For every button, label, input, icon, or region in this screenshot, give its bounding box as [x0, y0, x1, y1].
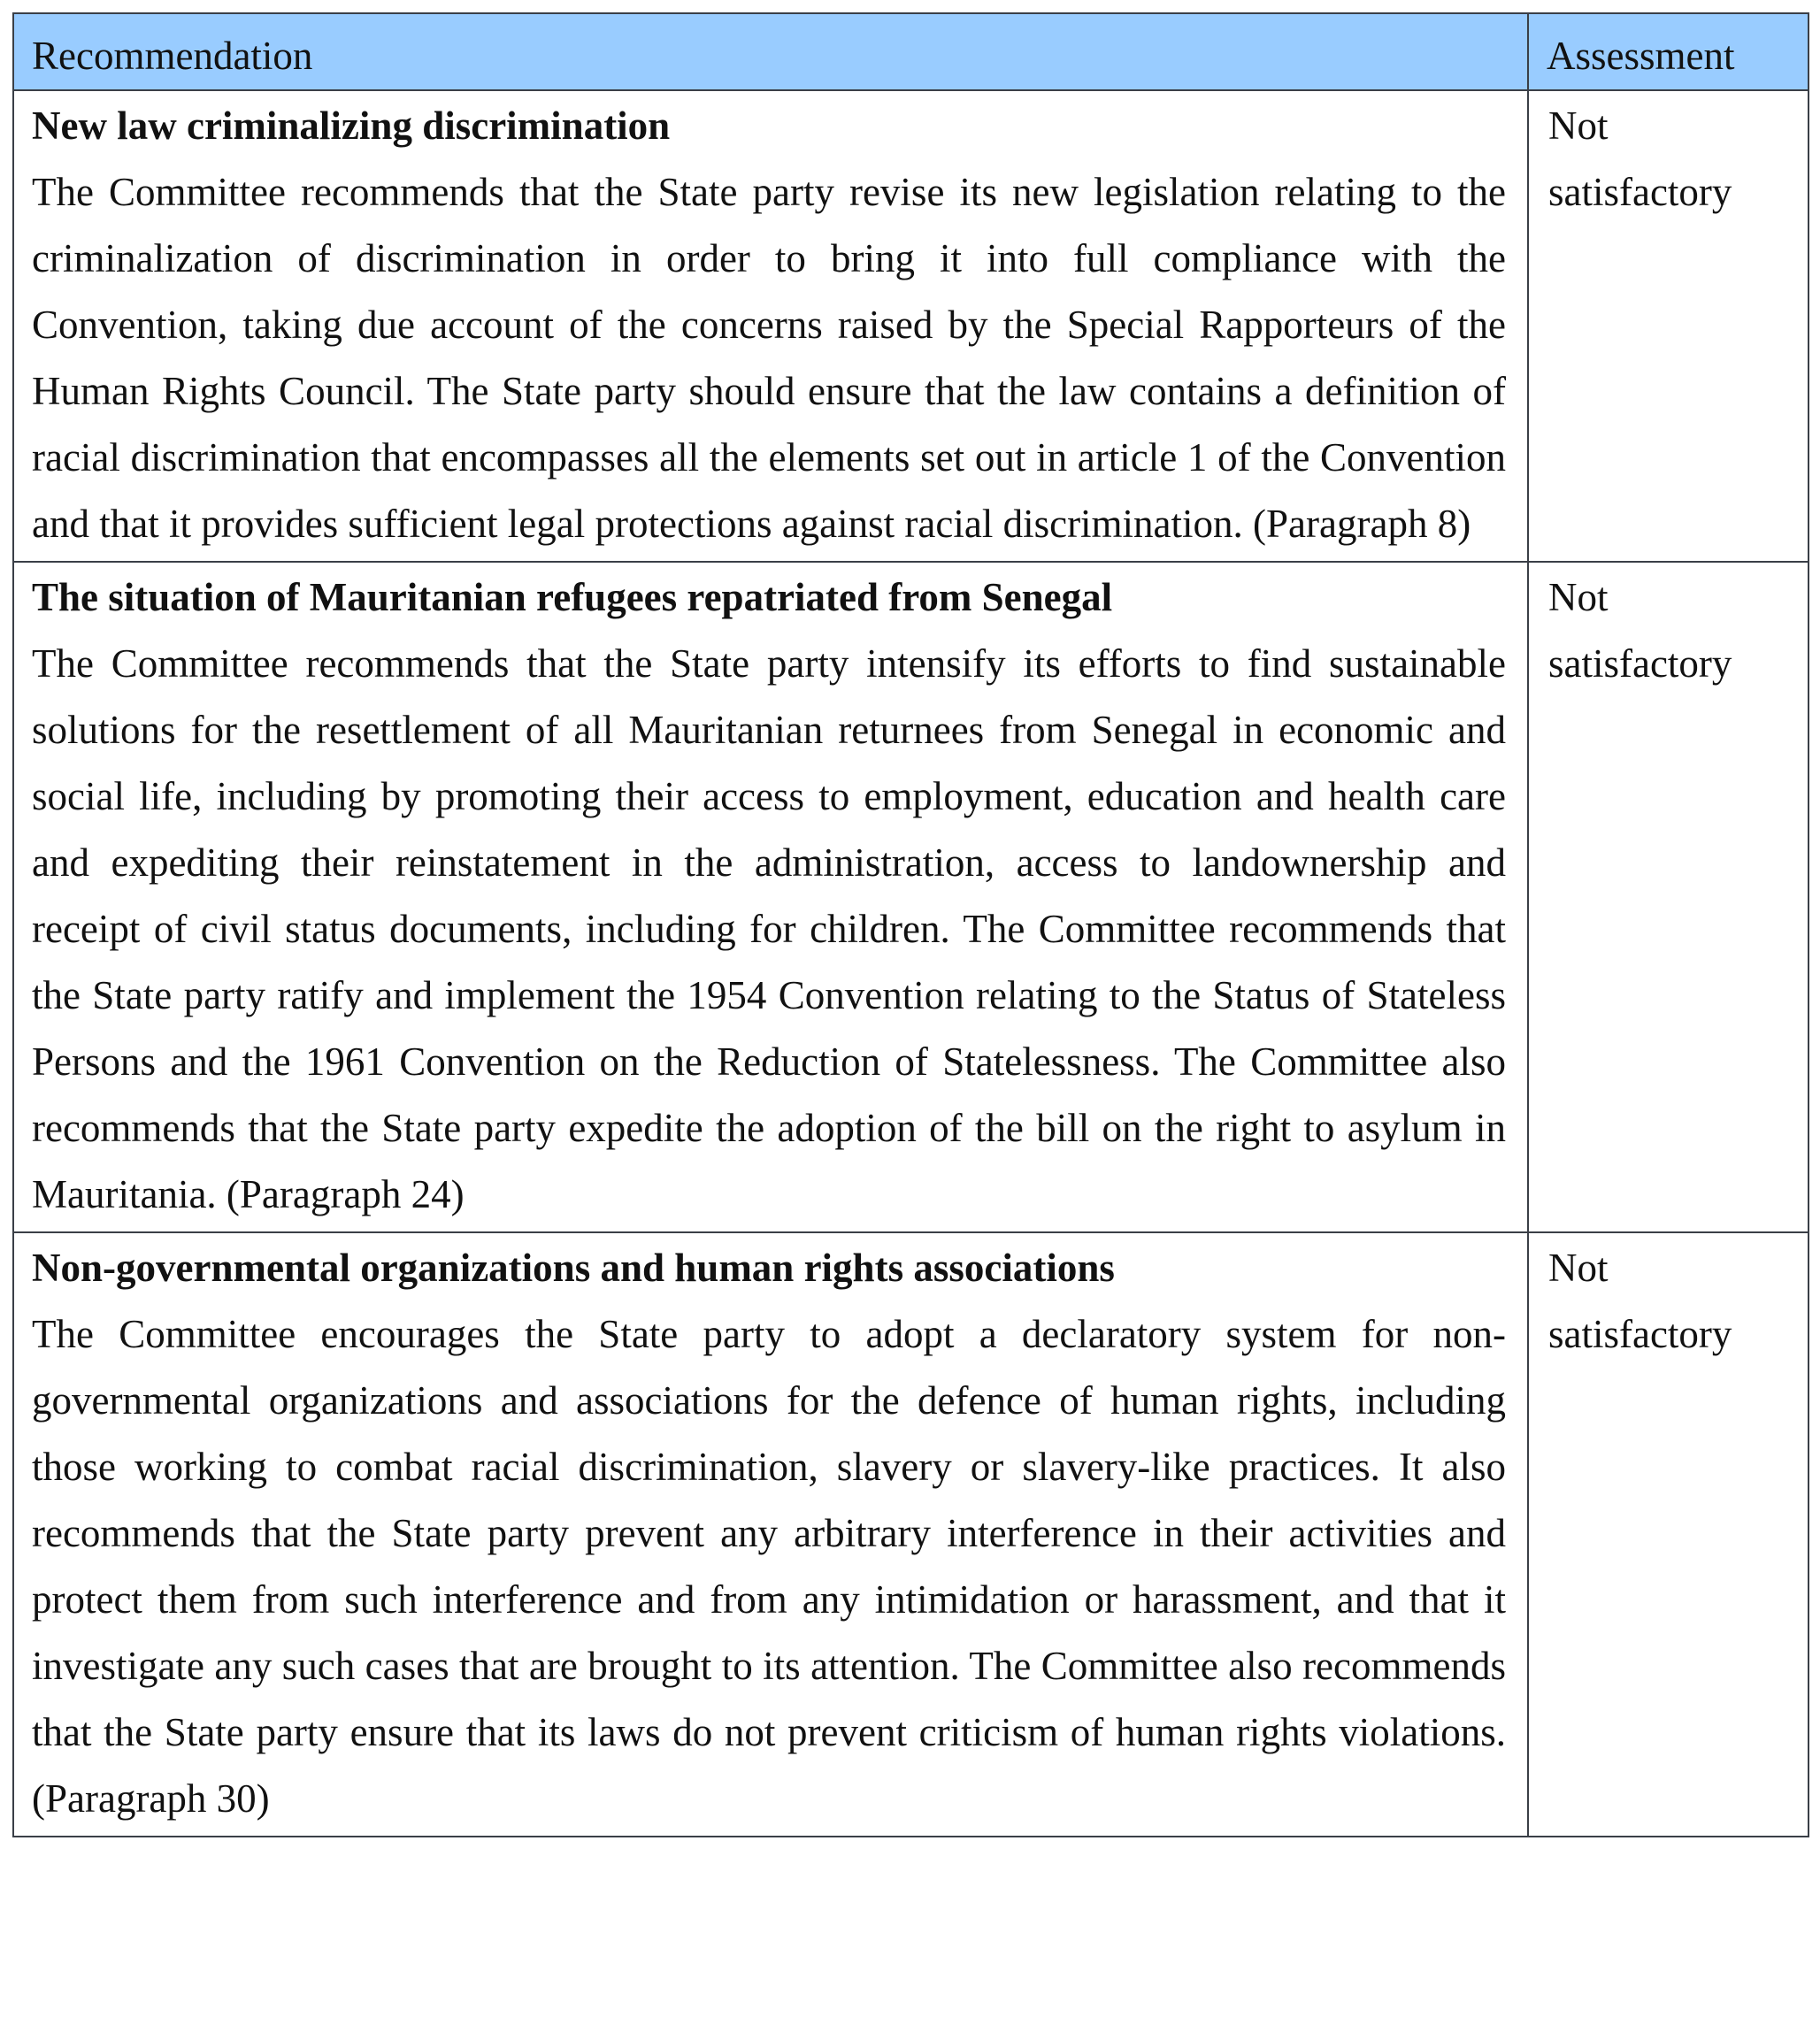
- assessment-cell: Not satisfactory: [1528, 90, 1808, 562]
- recommendation-title: New law criminalizing discrimination: [32, 104, 671, 148]
- recommendation-cell: [13, 562, 1528, 1232]
- header-recommendation: Recommendation: [13, 13, 1528, 90]
- table-row: [13, 1232, 1808, 1837]
- recommendations-table: [12, 12, 1809, 1837]
- recommendation-text: The Committee recommends that the State party revise its new legislation relating to the criminalization of discrimination in order to bring it into full compliance with the Convention, taking due account of the concerns raised by the Special Rapporteurs of the Human Rights Council. The State party should ensure that the law contains a definition of racial discrimination that encompasses all the elements set out in article 1 of the Convention and that it provides sufficient legal protections against racial discrimination. (Paragraph 8): [32, 170, 1506, 546]
- assessment-cell: Not satisfactory: [1528, 562, 1808, 1232]
- table-row: [13, 90, 1808, 562]
- recommendation-title: The situation of Mauritanian refugees repatriated from Senegal: [32, 575, 1113, 619]
- header-assessment: Assessment: [1528, 13, 1808, 90]
- recommendation-cell: [13, 1232, 1528, 1837]
- assessment-cell: Not satisfactory: [1528, 1232, 1808, 1837]
- table-row: [13, 562, 1808, 1232]
- recommendation-title: Non-governmental organizations and human rights associations: [32, 1246, 1115, 1290]
- recommendation-cell: [13, 90, 1528, 562]
- recommendation-text: The Committee recommends that the State party intensify its efforts to find sustainable solutions for the resettlement of all Mauritanian returnees from Senegal in economic and social life, including by promoting their access to employment, education and health care and expediting their reinstatement in the administration, access to landownership and receipt of civil status documents, including for children. The Committee recommends that the State party ratify and implement the 1954 Convention relating to the Status of Stateless Persons and the 1961 Convention on the Reduction of Statelessness. The Committee also recommends that the State party expedite the adoption of the bill on the right to asylum in Mauritania. (Paragraph 24): [32, 641, 1506, 1216]
- header-row: [13, 13, 1808, 90]
- recommendation-text: The Committee encourages the State party to adopt a declaratory system for non-governmental organizations and associations for the defence of human rights, including those working to combat racial discrimination, slavery or slavery-like practices. It also recommends that the State party prevent any arbitrary interference in their activities and protect them from such interference and from any intimidation or harassment, and that it investigate any such cases that are brought to its attention. The Committee also recommends that the State party ensure that its laws do not prevent criticism of human rights violations. (Paragraph 30): [32, 1312, 1506, 1821]
